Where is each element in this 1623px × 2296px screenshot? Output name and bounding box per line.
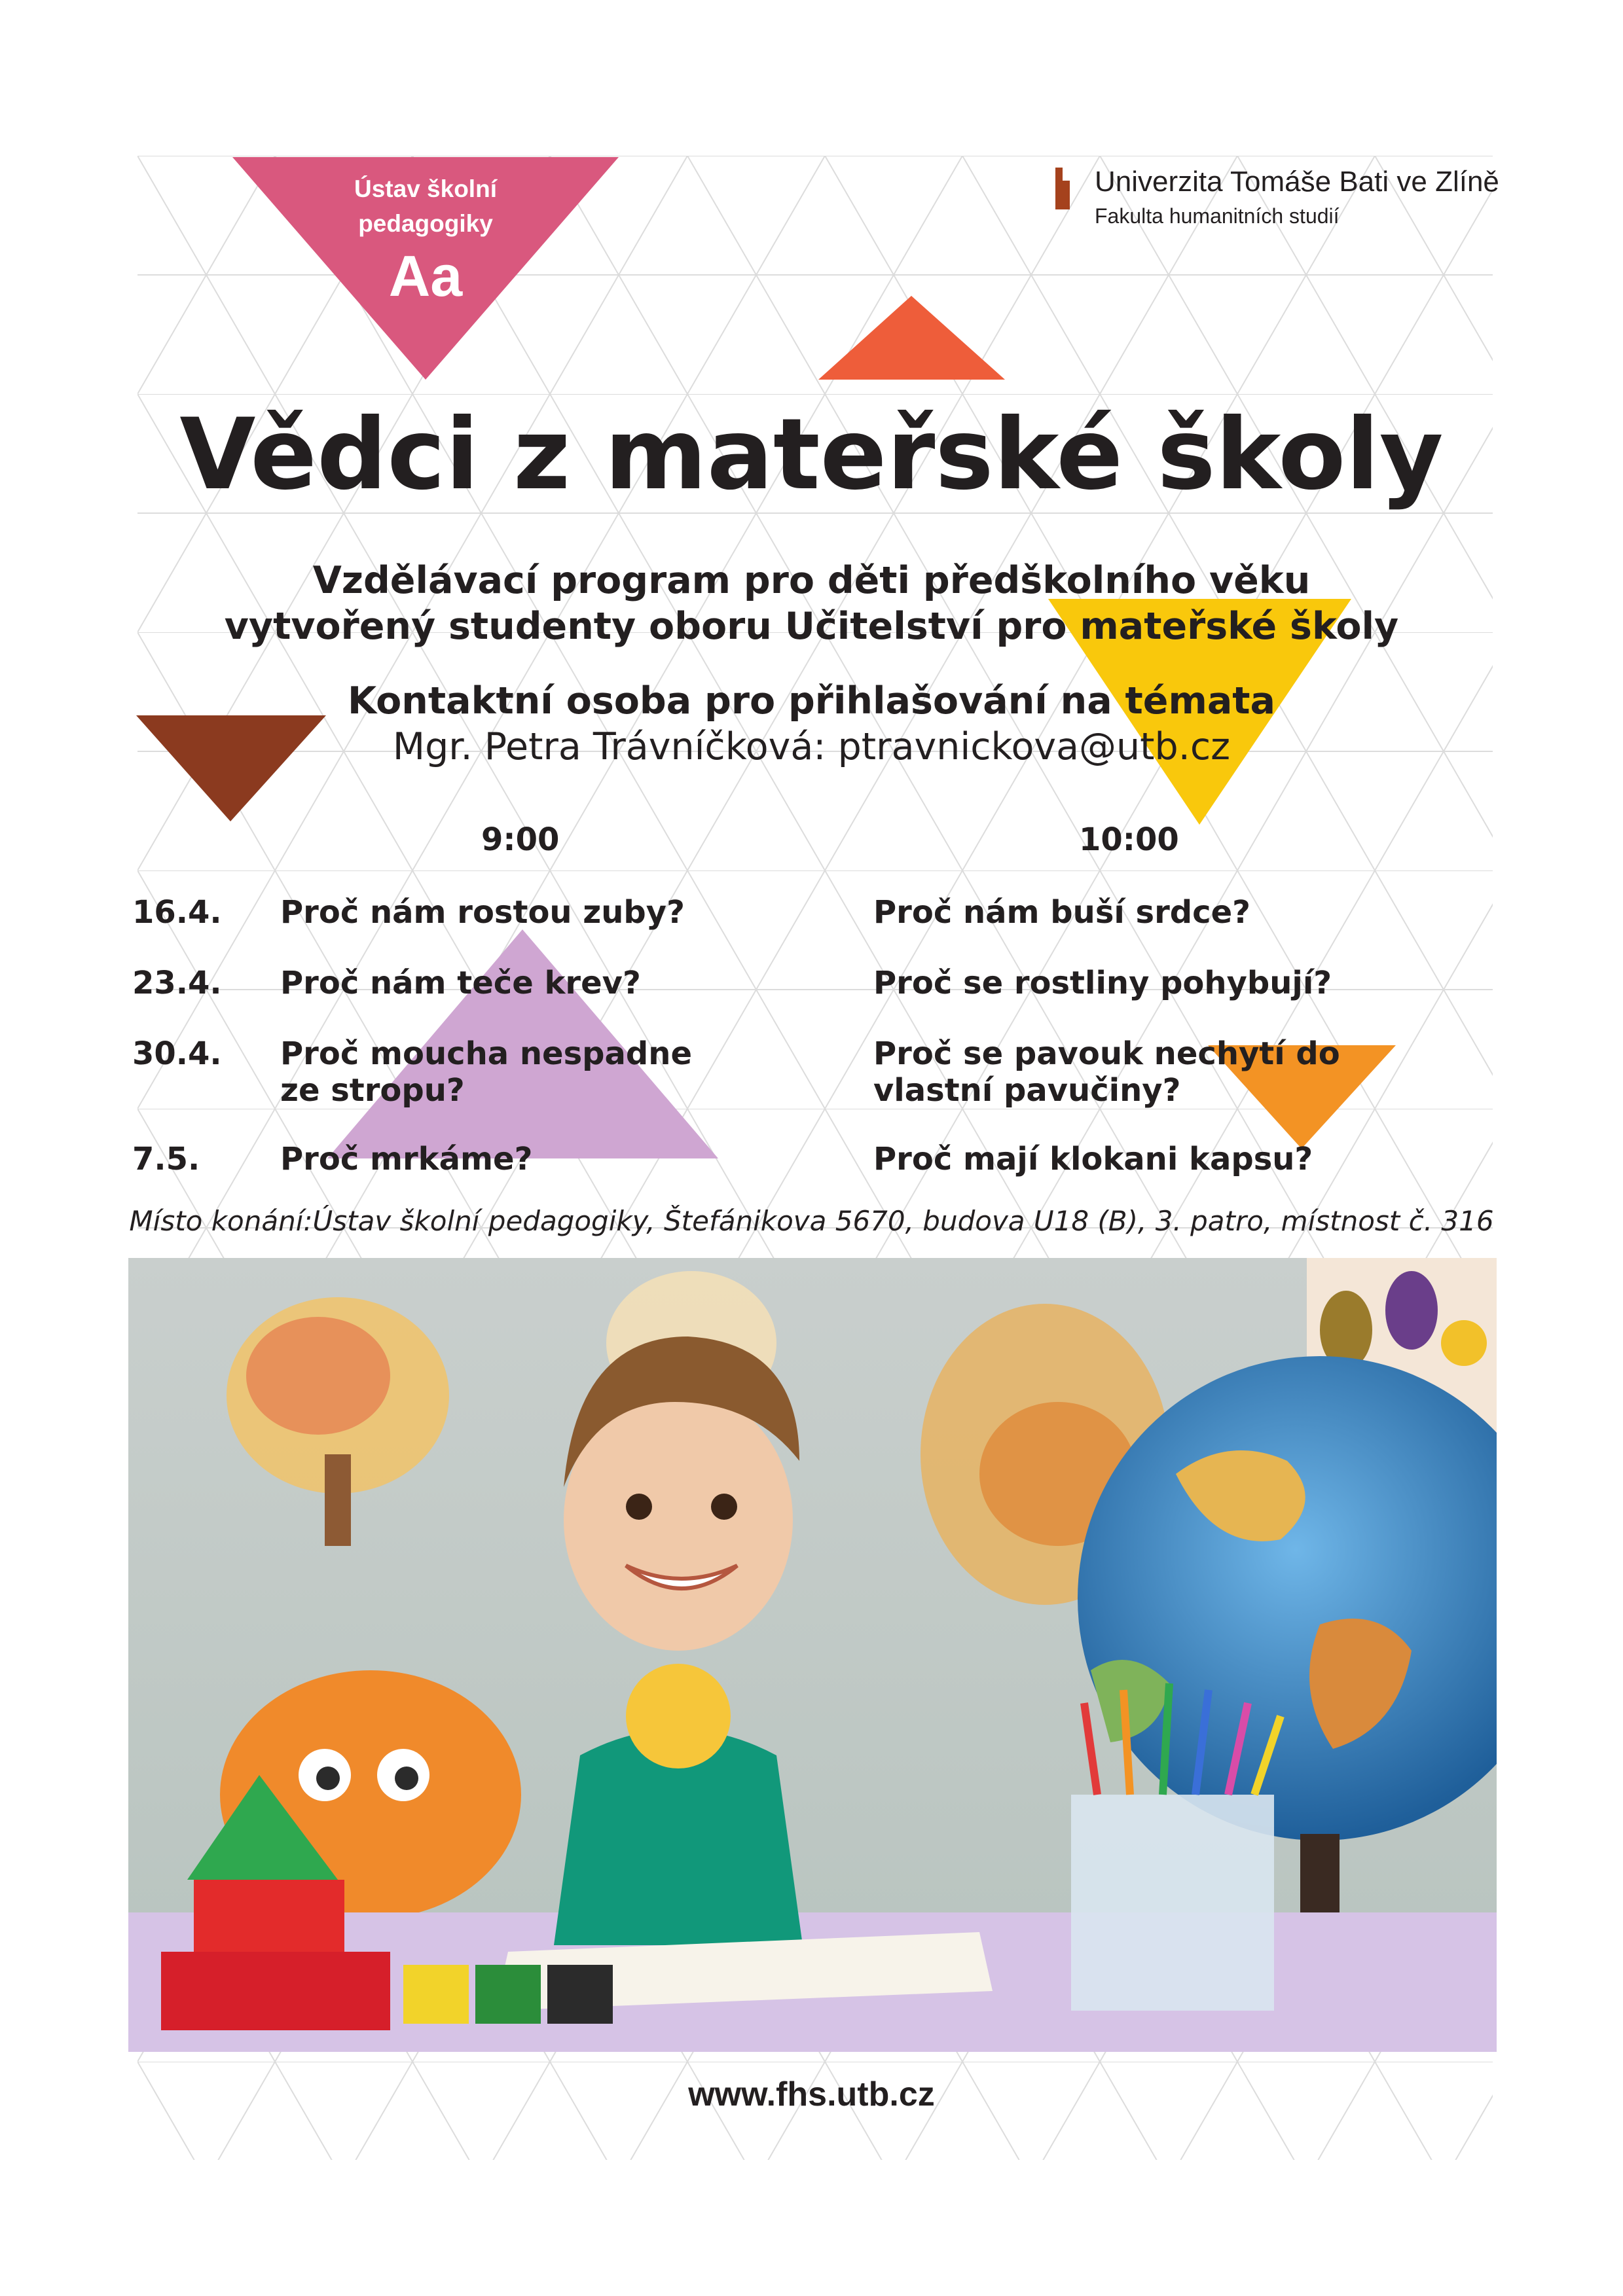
topic-9-line2: ze stropu?: [280, 1072, 465, 1109]
topic-10-line1: Proč se pavouk nechytí do: [873, 1035, 1340, 1072]
page-title: Vědci z mateřské školy: [179, 398, 1444, 512]
department-name-line2: pedagogiky: [358, 210, 493, 237]
time-header-9: 9:00: [481, 821, 560, 858]
topic-10: Proč mají klokani kapsu?: [873, 1141, 1313, 1177]
time-header-10: 10:00: [1079, 821, 1179, 858]
subtitle-line2: vytvořený studenty oboru Učitelství pro mateřské školy: [224, 605, 1399, 648]
faculty-name: Fakulta humanitních studií: [1095, 204, 1340, 228]
schedule-date: 23.4.: [132, 965, 222, 1001]
venue-text: Místo konání:Ústav školní pedagogiky, Štefánikova 5670, budova U18 (B), 3. patro, místnost č. 316: [129, 1205, 1494, 1237]
topic-9: Proč nám rostou zuby?: [280, 894, 685, 931]
topic-10-line2: vlastní pavučiny?: [873, 1072, 1181, 1109]
university-logo-icon: [1055, 168, 1070, 209]
department-name-line1: Ústav školní: [354, 175, 497, 202]
department-name: [275, 171, 576, 241]
department-mark: Aa: [388, 243, 463, 308]
schedule-date: 16.4.: [132, 894, 222, 931]
website-url[interactable]: www.fhs.utb.cz: [688, 2075, 935, 2113]
contact-person: Mgr. Petra Trávníčková: ptravnickova@utb.cz: [392, 725, 1231, 768]
topic-10: Proč nám buší srdce?: [873, 894, 1250, 931]
schedule-date: 7.5.: [132, 1141, 200, 1177]
topic-9-line1: Proč moucha nespadne: [280, 1035, 693, 1072]
contact-label: Kontaktní osoba pro přihlašování na témata: [347, 679, 1276, 723]
schedule-date: 30.4.: [132, 1035, 222, 1072]
topic-9: Proč nám teče krev?: [280, 965, 641, 1001]
subtitle-line1: Vzdělávací program pro děti předškolního věku: [312, 559, 1311, 602]
topic-9: Proč mrkáme?: [280, 1141, 533, 1177]
university-name: Univerzita Tomáše Bati ve Zlíně: [1095, 166, 1499, 198]
classroom-photo: [128, 1258, 1497, 2052]
topic-10: Proč se rostliny pohybují?: [873, 965, 1332, 1001]
